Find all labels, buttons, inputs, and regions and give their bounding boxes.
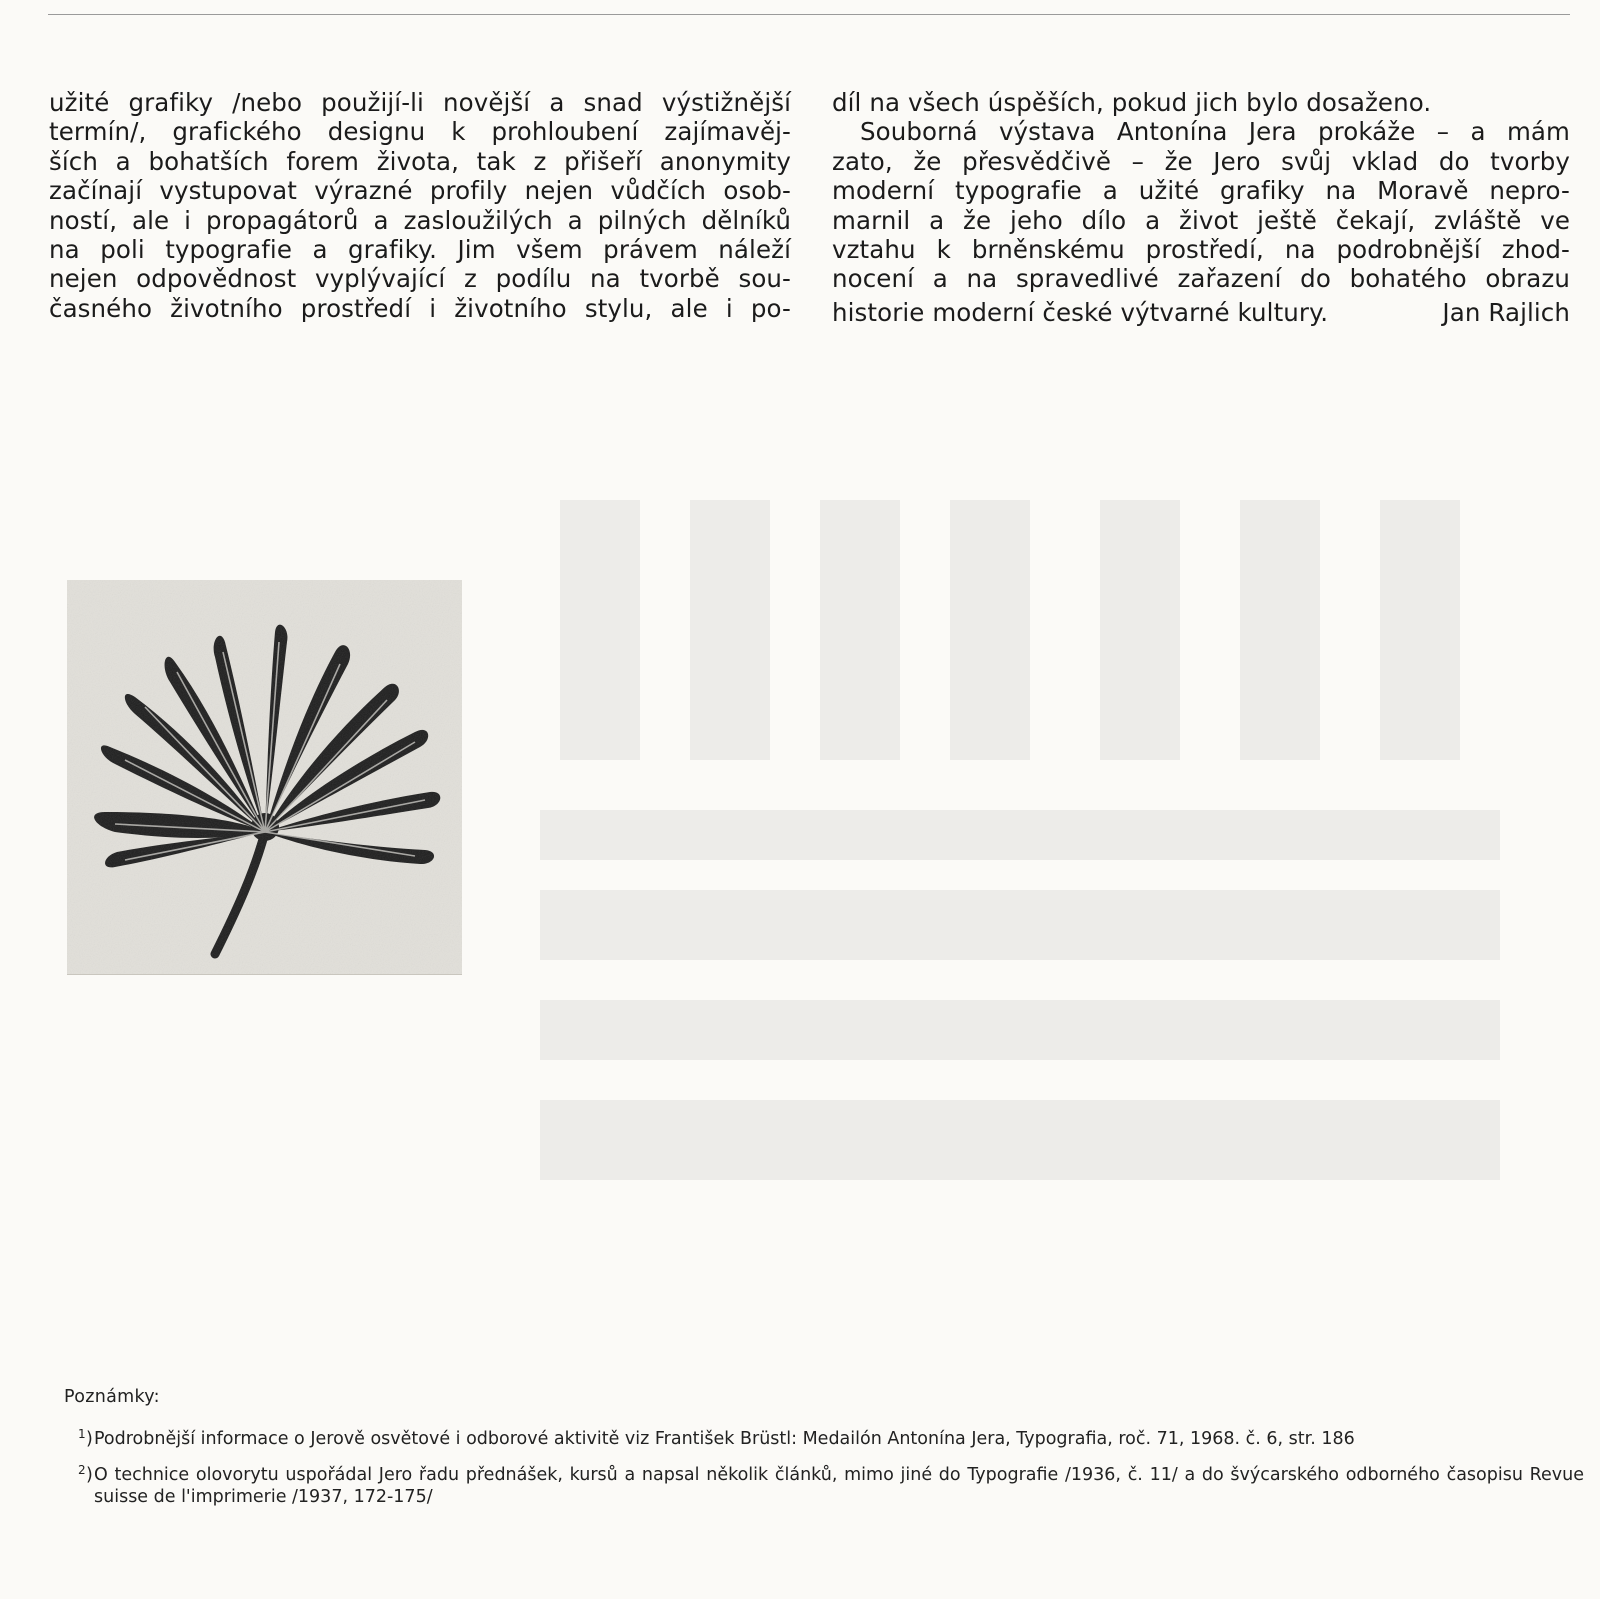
text-line: termín/, grafického designu k prohloubení zajímavěj- <box>49 117 791 147</box>
leaf-print-image <box>67 580 462 975</box>
text-line: užité grafiky /nebo použijí-li novější a snad výstižnější <box>49 88 791 117</box>
show-through-artifact <box>520 330 1540 1250</box>
text-line: na poli typografie a grafiky. Jim všem právem náleží <box>49 235 791 265</box>
footnote-text: Podrobnější informace o Jerově osvětové i odborové aktivitě viz František Brüstl: Medailón Antonína Jera, Typografia, roč. 71, 1968. č. 6, str. 186 <box>94 1429 1355 1449</box>
text-line: díl na všech úspěších, pokud jich bylo dosaženo. <box>832 88 1432 117</box>
text-line: začínají vystupovat výrazné profily nejen vůdčích osob- <box>49 176 791 206</box>
footnote-paren: ) <box>86 1429 93 1449</box>
leaf-illustration <box>67 580 462 974</box>
top-rule <box>48 14 1570 15</box>
author-signature: Jan Rajlich <box>1442 297 1570 327</box>
text-line: nocení a na spravedlivé zařazení do bohatého obrazu <box>832 264 1570 294</box>
footnote-number: 1 <box>78 1427 86 1441</box>
footnotes <box>64 1386 1584 1522</box>
left-text-column <box>49 88 791 323</box>
footnotes-heading: Poznámky: <box>64 1387 160 1407</box>
text-line: moderní typografie a užité grafiky na Moravě nepro- <box>832 176 1570 206</box>
right-text-column <box>832 88 1570 327</box>
text-line: marnil a že jeho dílo a život ještě čekají, zvláště ve <box>832 205 1570 235</box>
text-line: ností, ale i propagátorů a zasloužilých a pilných dělníků <box>49 205 791 235</box>
footnote-number: 2 <box>78 1463 86 1477</box>
footnote-item <box>64 1464 1584 1508</box>
footnote-text: O technice olovorytu uspořádal Jero řadu přednášek, kursů a napsal několik článků, mimo jiné do Typografie /1936, č. 11/ a do švýcarského odborného časopisu Revue suisse de l'imprimerie /1937, 172-175/ <box>94 1465 1584 1507</box>
footnote-item <box>64 1428 1584 1450</box>
text-line: ších a bohatších forem života, tak z přišeří anonymity <box>49 146 791 176</box>
closing-line <box>832 294 1570 327</box>
text-line: časného životního prostředí i životního stylu, ale i po- <box>49 293 791 323</box>
text-line: historie moderní české výtvarné kultury. <box>832 297 1329 327</box>
footnote-paren: ) <box>86 1465 93 1485</box>
text-line: Souborná výstava Antonína Jera prokáže – a mám <box>860 117 1570 147</box>
text-line: vztahu k brněnskému prostředí, na podrobnější zhod- <box>832 235 1570 265</box>
text-line: nejen odpovědnost vyplývající z podílu na tvorbě sou- <box>49 264 791 294</box>
text-line: zato, že přesvědčivě – že Jero svůj vklad do tvorby <box>832 146 1570 176</box>
